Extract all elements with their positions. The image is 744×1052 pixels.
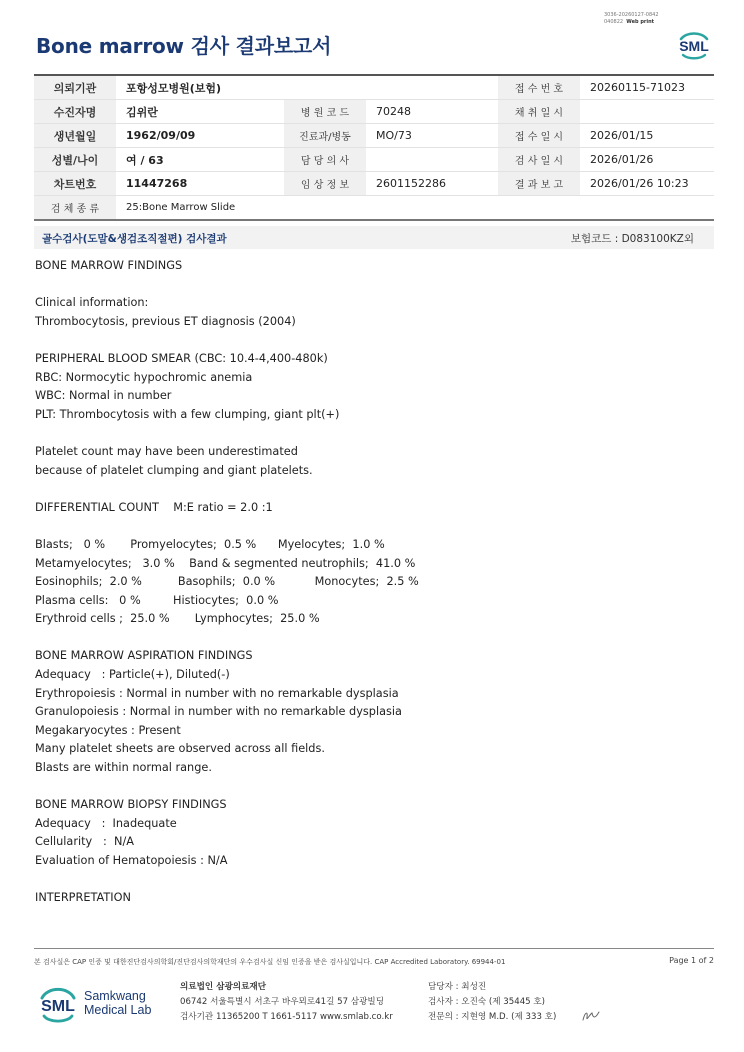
report-line: Cellularity : N/A	[35, 835, 134, 849]
report-line	[35, 517, 419, 536]
brand-line-2: Medical Lab	[84, 1003, 152, 1017]
info-row	[34, 100, 714, 124]
value-specimen-type: 25:Bone Marrow Slide	[116, 196, 714, 221]
info-row	[34, 196, 714, 221]
label-hospital-code: 병 원 코 드	[284, 100, 366, 124]
staff-manager: 담당자 : 최성진	[428, 982, 487, 992]
value-birth-date: 1962/09/09	[116, 124, 284, 148]
report-line: because of platelet clumping and giant platelets.	[35, 463, 313, 477]
info-row	[34, 75, 714, 100]
report-line: RBC: Normocytic hypochromic anemia	[35, 370, 253, 384]
sml-logo-icon	[674, 26, 714, 62]
report-line: Adequacy : Inadequate	[35, 816, 177, 830]
insurance-code: 보험코드 : D083100KZ외	[570, 233, 694, 245]
report-line: Eosinophils; 2.0 % Basophils; 0.0 % Monocytes; 2.5 %	[35, 575, 419, 589]
value-received-date: 2026/01/15	[580, 124, 714, 148]
report-line: Adequacy : Particle(+), Diluted(-)	[35, 668, 230, 682]
report-line: Erythroid cells ; 25.0 % Lymphocytes; 25.0 %	[35, 612, 320, 626]
report-line	[35, 629, 419, 648]
label-requesting-institution: 의뢰기관	[34, 75, 116, 100]
label-collection-date: 채 취 일 시	[498, 100, 580, 124]
section-title: 골수검사(도말&생검조직절편) 검사결과	[42, 233, 227, 245]
logo-text: SML	[679, 38, 709, 54]
report-line: DIFFERENTIAL COUNT M:E ratio = 2.0 :1	[35, 500, 273, 514]
report-line: Granulopoiesis : Normal in number with no remarkable dysplasia	[35, 705, 402, 719]
patient-info-table	[34, 74, 714, 221]
report-line: Evaluation of Hematopoiesis : N/A	[35, 854, 228, 867]
staff-specialist: 전문의 : 지현영 M.D. (제 333 호)	[428, 1012, 557, 1022]
print-code: 040822	[604, 19, 624, 25]
report-line: Many platelet sheets are observed across all fields.	[35, 742, 325, 756]
report-line: PERIPHERAL BLOOD SMEAR (CBC: 10.4-4,400-480k)	[35, 351, 328, 365]
label-specimen-type: 검 체 종 류	[34, 196, 116, 221]
report-line	[35, 480, 419, 499]
label-chart-number: 차트번호	[34, 172, 116, 196]
value-collection-date	[580, 100, 714, 124]
label-department-ward: 진료과/병동	[284, 124, 366, 148]
value-department-ward: MO/73	[366, 124, 498, 148]
value-chart-number: 11447268	[116, 172, 284, 196]
label-result-report: 결 과 보 고	[498, 172, 580, 196]
staff-examiner: 검사자 : 오진숙 (제 35445 호)	[428, 997, 546, 1007]
label-patient-name: 수진자명	[34, 100, 116, 124]
value-hospital-code: 70248	[366, 100, 498, 124]
report-line: Metamyelocytes; 3.0 % Band & segmented neutrophils; 41.0 %	[35, 556, 416, 570]
footer-divider	[34, 948, 714, 949]
report-line	[35, 424, 419, 443]
info-row	[34, 124, 714, 148]
report-line: PLT: Thrombocytosis with a few clumping, giant plt(+)	[35, 407, 340, 421]
organization-contact: 검사기관 11365200 T 1661-5117 www.smlab.co.kr	[180, 1012, 393, 1022]
organization-info	[180, 980, 393, 1025]
report-line: BONE MARROW BIOPSY FINDINGS	[35, 798, 227, 812]
section-header	[34, 226, 714, 249]
report-line: INTERPRETATION	[35, 891, 131, 905]
report-line	[35, 331, 419, 350]
doc-code: 3036-20260127-0842	[604, 12, 659, 18]
value-patient-name: 김위란	[116, 100, 284, 124]
report-line	[35, 276, 419, 295]
label-received-date: 접 수 일 시	[498, 124, 580, 148]
signature-icon	[580, 1008, 602, 1024]
value-result-report: 2026/01/26 10:23	[580, 172, 714, 196]
brand-name	[84, 989, 151, 1017]
value-physician	[366, 148, 498, 172]
report-line: BONE MARROW FINDINGS	[35, 259, 183, 272]
report-line: Clinical information:	[35, 296, 149, 310]
value-test-date: 2026/01/26	[580, 148, 714, 172]
organization-name: 의료법인 삼광의료재단	[180, 982, 267, 992]
label-test-date: 검 사 일 시	[498, 148, 580, 172]
document-code	[604, 12, 659, 26]
report-line: BONE MARROW ASPIRATION FINDINGS	[35, 649, 253, 663]
value-clinical-info: 2601152286	[366, 172, 498, 196]
report-line: Thrombocytosis, previous ET diagnosis (2004)	[35, 314, 296, 328]
report-line	[35, 778, 419, 797]
report-line: Blasts; 0 % Promyelocytes; 0.5 % Myelocytes; 1.0 %	[35, 537, 385, 551]
report-line: Plasma cells: 0 % Histiocytes; 0.0 %	[35, 593, 279, 607]
page-number: Page 1 of 2	[669, 956, 714, 965]
label-sex-age: 성별/나이	[34, 148, 116, 172]
report-line: Platelet count may have been underestimated	[35, 444, 298, 458]
report-line: Megakaryocytes : Present	[35, 723, 181, 737]
value-sex-age: 여 / 63	[116, 148, 284, 172]
report-line	[35, 871, 419, 890]
accreditation-note: 본 검사실은 CAP 인증 및 대한진단검사의학회/진단검사의학재단의 우수검사실 신임 인증을 받은 검사실입니다. CAP Accredited Laboratory. 69944-01	[34, 958, 506, 966]
info-row	[34, 172, 714, 196]
sml-footer-logo-icon	[36, 981, 80, 1025]
print-label: Web print	[626, 19, 655, 25]
label-clinical-info: 임 상 정 보	[284, 172, 366, 196]
label-birth-date: 생년월일	[34, 124, 116, 148]
organization-address: 06742 서울특별시 서초구 바우뫼로41길 57 삼광빌딩	[180, 997, 384, 1007]
brand-line-1: Samkwang	[84, 989, 146, 1003]
label-accession-number: 접 수 번 호	[498, 75, 580, 100]
footer-logo-text: SML	[41, 998, 75, 1015]
staff-info	[428, 980, 556, 1025]
report-line: WBC: Normal in number	[35, 389, 172, 403]
value-requesting-institution: 포항성모병원(보험)	[116, 75, 498, 100]
value-accession-number: 20260115-71023	[580, 75, 714, 100]
info-row	[34, 148, 714, 172]
report-line: Blasts are within normal range.	[35, 761, 212, 775]
report-line: Erythropoiesis : Normal in number with no remarkable dysplasia	[35, 686, 399, 700]
label-physician: 담 당 의 사	[284, 148, 366, 172]
page-title: Bone marrow 검사 결과보고서	[36, 34, 332, 58]
report-body	[35, 257, 419, 908]
